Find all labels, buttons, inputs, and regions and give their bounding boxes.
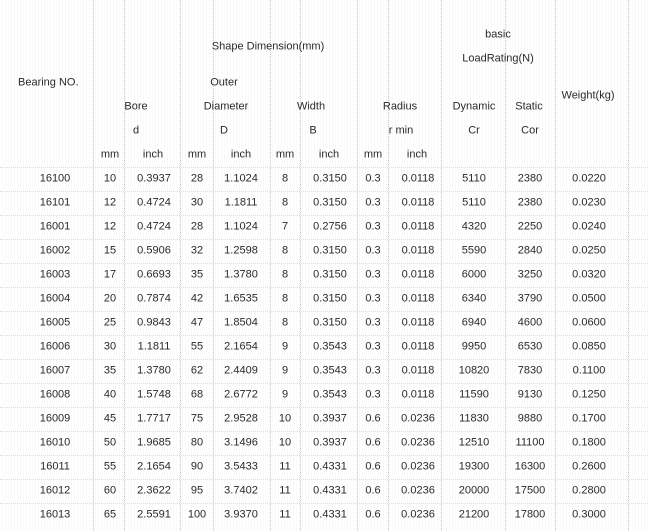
- unit-label: inch: [230, 148, 252, 161]
- table-cell: 16002: [39, 244, 71, 257]
- table-cell: 2.4409: [224, 364, 258, 377]
- table-cell: 7: [281, 220, 289, 233]
- table-cell: 8: [281, 292, 289, 305]
- table-cell: 0.0118: [401, 340, 435, 353]
- table-cell: 16005: [39, 316, 71, 329]
- row-divider: [0, 263, 648, 264]
- table-cell: 0.0118: [401, 364, 435, 377]
- table-cell: 0.3150: [313, 196, 347, 209]
- column-divider: [300, 0, 301, 531]
- table-cell: 0.5906: [137, 244, 171, 257]
- table-cell: 16100: [39, 172, 71, 185]
- table-cell: 11: [279, 484, 291, 497]
- table-cell: 0.0250: [572, 244, 606, 257]
- table-cell: 16300: [514, 460, 546, 473]
- table-cell: 12: [103, 196, 117, 209]
- table-cell: 16101: [39, 196, 71, 209]
- header-weight: Weight(kg): [561, 89, 615, 102]
- table-cell: 12510: [458, 436, 490, 449]
- table-cell: 0.0240: [572, 220, 606, 233]
- table-cell: 2.3622: [137, 484, 171, 497]
- table-cell: 0.3: [365, 340, 381, 353]
- table-cell: 9880: [517, 412, 543, 425]
- table-cell: 0.0118: [401, 316, 435, 329]
- table-cell: 16009: [39, 412, 71, 425]
- table-cell: 0.3: [365, 292, 381, 305]
- table-cell: 1.9685: [137, 436, 171, 449]
- table-cell: 1.1811: [224, 196, 258, 209]
- row-divider: [0, 407, 648, 408]
- table-cell: 2380: [517, 196, 543, 209]
- table-cell: 11100: [515, 436, 545, 449]
- table-cell: 5110: [462, 172, 486, 185]
- header-basic: basic: [485, 28, 511, 41]
- header-symbol-r: r min: [388, 124, 414, 137]
- header-symbol-B: B: [309, 124, 317, 137]
- table-cell: 0.3937: [137, 172, 171, 185]
- table-cell: 90: [190, 460, 204, 473]
- table-cell: 47: [190, 316, 204, 329]
- header-dynamic: Dynamic: [452, 100, 496, 113]
- table-cell: 11830: [459, 412, 489, 425]
- unit-label: mm: [363, 148, 383, 161]
- table-cell: 0.3: [365, 268, 381, 281]
- table-cell: 4320: [461, 220, 487, 233]
- table-cell: 9950: [461, 340, 487, 353]
- table-cell: 3.1496: [224, 436, 258, 449]
- table-cell: 6530: [517, 340, 543, 353]
- header-symbol-cr: Cr: [468, 124, 480, 137]
- table-cell: 0.9843: [137, 316, 171, 329]
- column-divider: [555, 0, 556, 531]
- table-cell: 0.0500: [572, 292, 606, 305]
- table-cell: 35: [103, 364, 117, 377]
- table-cell: 8: [281, 196, 289, 209]
- table-cell: 10: [278, 436, 292, 449]
- header-static: Static: [515, 100, 543, 113]
- table-cell: 16006: [39, 340, 71, 353]
- column-divider: [124, 0, 125, 531]
- table-cell: 0.6693: [137, 268, 171, 281]
- column-divider: [180, 0, 181, 531]
- table-cell: 16004: [39, 292, 71, 305]
- table-cell: 12: [103, 220, 117, 233]
- table-cell: 0.0236: [401, 508, 435, 521]
- table-cell: 2.1654: [137, 460, 171, 473]
- table-cell: 1.1024: [224, 220, 258, 233]
- unit-label: inch: [318, 148, 340, 161]
- table-cell: 11: [279, 508, 291, 521]
- table-cell: 9130: [517, 388, 543, 401]
- table-cell: 55: [103, 460, 117, 473]
- table-cell: 1.2598: [224, 244, 258, 257]
- table-cell: 8: [281, 172, 289, 185]
- table-cell: 80: [190, 436, 204, 449]
- header-load-rating: LoadRating(N): [462, 52, 534, 65]
- row-divider: [0, 239, 648, 240]
- column-divider: [357, 0, 358, 531]
- table-cell: 0.4724: [137, 196, 171, 209]
- table-cell: 65: [103, 508, 117, 521]
- row-divider: [0, 455, 648, 456]
- table-cell: 5110: [462, 196, 486, 209]
- table-cell: 2.1654: [224, 340, 258, 353]
- table-cell: 3.9370: [224, 508, 258, 521]
- table-cell: 40: [103, 388, 117, 401]
- row-divider: [0, 167, 648, 168]
- table-cell: 9: [281, 388, 289, 401]
- table-cell: 0.3937: [313, 436, 347, 449]
- table-cell: 0.3937: [313, 412, 347, 425]
- table-cell: 0.6: [365, 508, 381, 521]
- table-cell: 3.5433: [224, 460, 258, 473]
- table-cell: 1.3780: [137, 364, 171, 377]
- table-cell: 6000: [461, 268, 487, 281]
- table-cell: 16001: [39, 220, 71, 233]
- header-bearing-no: Bearing NO.: [18, 76, 79, 89]
- table-cell: 50: [103, 436, 117, 449]
- header-radius: Radius: [382, 100, 418, 113]
- table-cell: 17800: [514, 508, 546, 521]
- table-cell: 0.2600: [572, 460, 606, 473]
- table-cell: 0.4331: [313, 484, 347, 497]
- table-cell: 16007: [39, 364, 71, 377]
- table-cell: 16010: [39, 436, 71, 449]
- table-cell: 16013: [39, 508, 71, 521]
- table-cell: 0.3150: [313, 292, 347, 305]
- table-cell: 0.3: [365, 244, 381, 257]
- table-cell: 0.0230: [572, 196, 606, 209]
- table-cell: 0.0236: [401, 484, 435, 497]
- table-cell: 7830: [517, 364, 543, 377]
- table-cell: 10820: [458, 364, 490, 377]
- table-cell: 8: [281, 316, 289, 329]
- table-cell: 0.0118: [401, 388, 435, 401]
- table-cell: 9: [281, 364, 289, 377]
- table-cell: 8: [281, 244, 289, 257]
- table-cell: 95: [190, 484, 204, 497]
- table-cell: 0.6: [365, 412, 381, 425]
- table-cell: 0.0600: [572, 316, 606, 329]
- table-cell: 0.1800: [572, 436, 606, 449]
- table-cell: 0.4331: [313, 460, 347, 473]
- table-cell: 0.2756: [313, 220, 347, 233]
- unit-label: mm: [275, 148, 295, 161]
- table-cell: 0.0850: [572, 340, 606, 353]
- header-outer: Outer: [210, 76, 238, 89]
- table-cell: 28: [190, 220, 204, 233]
- table-cell: 0.0118: [401, 220, 435, 233]
- table-cell: 0.3150: [313, 172, 347, 185]
- table-cell: 28: [190, 172, 204, 185]
- table-cell: 10: [103, 172, 117, 185]
- table-cell: 0.1250: [572, 388, 606, 401]
- table-cell: 0.3: [365, 220, 381, 233]
- table-cell: 30: [103, 340, 117, 353]
- table-cell: 25: [103, 316, 117, 329]
- table-cell: 0.3150: [313, 244, 347, 257]
- table-cell: 0.0118: [401, 172, 435, 185]
- table-cell: 100: [187, 508, 207, 521]
- table-cell: 0.0236: [401, 460, 435, 473]
- header-symbol-d: d: [132, 124, 140, 137]
- table-cell: 1.5748: [137, 388, 171, 401]
- table-cell: 0.3: [365, 172, 381, 185]
- table-cell: 0.3150: [313, 316, 347, 329]
- table-cell: 0.0118: [401, 244, 435, 257]
- table-cell: 0.3000: [572, 508, 606, 521]
- table-cell: 0.0118: [401, 196, 435, 209]
- table-cell: 0.0118: [401, 292, 435, 305]
- table-cell: 1.8504: [224, 316, 258, 329]
- unit-label: mm: [100, 148, 120, 161]
- table-cell: 16003: [39, 268, 71, 281]
- table-cell: 0.3: [365, 388, 381, 401]
- table-cell: 0.0118: [401, 268, 435, 281]
- row-divider: [0, 215, 648, 216]
- header-symbol-D: D: [220, 124, 228, 137]
- header-diameter: Diameter: [203, 100, 249, 113]
- table-cell: 17500: [514, 484, 546, 497]
- table-cell: 2.5591: [137, 508, 171, 521]
- table-cell: 0.0236: [401, 412, 435, 425]
- unit-label: mm: [187, 148, 207, 161]
- table-cell: 16008: [39, 388, 71, 401]
- table-cell: 4600: [517, 316, 543, 329]
- table-cell: 1.3780: [224, 268, 258, 281]
- table-cell: 1.7717: [137, 412, 171, 425]
- table-cell: 2840: [517, 244, 543, 257]
- table-cell: 0.3: [365, 364, 381, 377]
- table-cell: 16011: [40, 460, 70, 473]
- table-cell: 0.1100: [572, 364, 606, 377]
- table-cell: 20000: [458, 484, 490, 497]
- row-divider: [0, 503, 648, 504]
- header-width: Width: [296, 100, 326, 113]
- row-divider: [0, 335, 648, 336]
- header-bore: Bore: [124, 100, 148, 113]
- row-divider: [0, 479, 648, 480]
- table-cell: 2.9528: [224, 412, 258, 425]
- table-cell: 2250: [517, 220, 543, 233]
- header-symbol-cor: Cor: [521, 124, 539, 137]
- table-cell: 2380: [517, 172, 543, 185]
- table-cell: 32: [190, 244, 204, 257]
- table-cell: 42: [190, 292, 204, 305]
- row-divider: [0, 191, 648, 192]
- table-cell: 45: [103, 412, 117, 425]
- table-cell: 1.6535: [224, 292, 258, 305]
- table-cell: 0.0320: [572, 268, 606, 281]
- row-divider: [0, 311, 648, 312]
- column-divider: [270, 0, 271, 531]
- table-cell: 5590: [461, 244, 487, 257]
- table-cell: 75: [190, 412, 204, 425]
- table-cell: 55: [190, 340, 204, 353]
- table-cell: 11: [279, 460, 291, 473]
- column-divider: [388, 0, 389, 531]
- table-cell: 2.6772: [224, 388, 258, 401]
- table-cell: 62: [190, 364, 204, 377]
- table-cell: 0.3: [365, 196, 381, 209]
- table-cell: 16012: [39, 484, 71, 497]
- table-cell: 19300: [458, 460, 490, 473]
- row-divider: [0, 359, 648, 360]
- table-cell: 1.1024: [224, 172, 258, 185]
- table-cell: 35: [190, 268, 204, 281]
- table-cell: 17: [103, 268, 117, 281]
- table-cell: 0.2800: [572, 484, 606, 497]
- table-cell: 0.0236: [401, 436, 435, 449]
- row-divider: [0, 287, 648, 288]
- table-cell: 0.4331: [313, 508, 347, 521]
- table-cell: 15: [103, 244, 117, 257]
- table-cell: 6340: [461, 292, 487, 305]
- row-divider: [0, 431, 648, 432]
- table-cell: 0.1700: [572, 412, 606, 425]
- table-cell: 0.6: [365, 484, 381, 497]
- table-cell: 0.7874: [137, 292, 171, 305]
- table-cell: 1.1811: [137, 340, 171, 353]
- table-cell: 3250: [517, 268, 543, 281]
- table-cell: 6940: [461, 316, 487, 329]
- column-divider: [505, 0, 506, 531]
- table-cell: 0.3543: [313, 340, 347, 353]
- table-cell: 0.6: [365, 436, 381, 449]
- column-divider: [93, 0, 94, 531]
- table-cell: 3790: [517, 292, 543, 305]
- table-cell: 0.3: [365, 316, 381, 329]
- table-cell: 21200: [458, 508, 490, 521]
- unit-label: inch: [142, 148, 164, 161]
- table-cell: 0.0220: [572, 172, 606, 185]
- table-cell: 3.7402: [224, 484, 258, 497]
- table-cell: 0.3543: [313, 364, 347, 377]
- table-cell: 0.3543: [313, 388, 347, 401]
- table-cell: 0.4724: [137, 220, 171, 233]
- table-cell: 11590: [459, 388, 489, 401]
- row-divider: [0, 383, 648, 384]
- table-cell: 20: [103, 292, 117, 305]
- table-cell: 0.6: [365, 460, 381, 473]
- table-cell: 30: [190, 196, 204, 209]
- table-cell: 8: [281, 268, 289, 281]
- header-shape-dimension: Shape Dimension(mm): [211, 40, 325, 53]
- table-cell: 9: [281, 340, 289, 353]
- column-divider: [628, 0, 629, 531]
- unit-label: inch: [406, 148, 428, 161]
- column-divider: [441, 0, 442, 531]
- table-cell: 60: [103, 484, 117, 497]
- table-cell: 10: [278, 412, 292, 425]
- table-cell: 68: [190, 388, 204, 401]
- table-cell: 0.3150: [313, 268, 347, 281]
